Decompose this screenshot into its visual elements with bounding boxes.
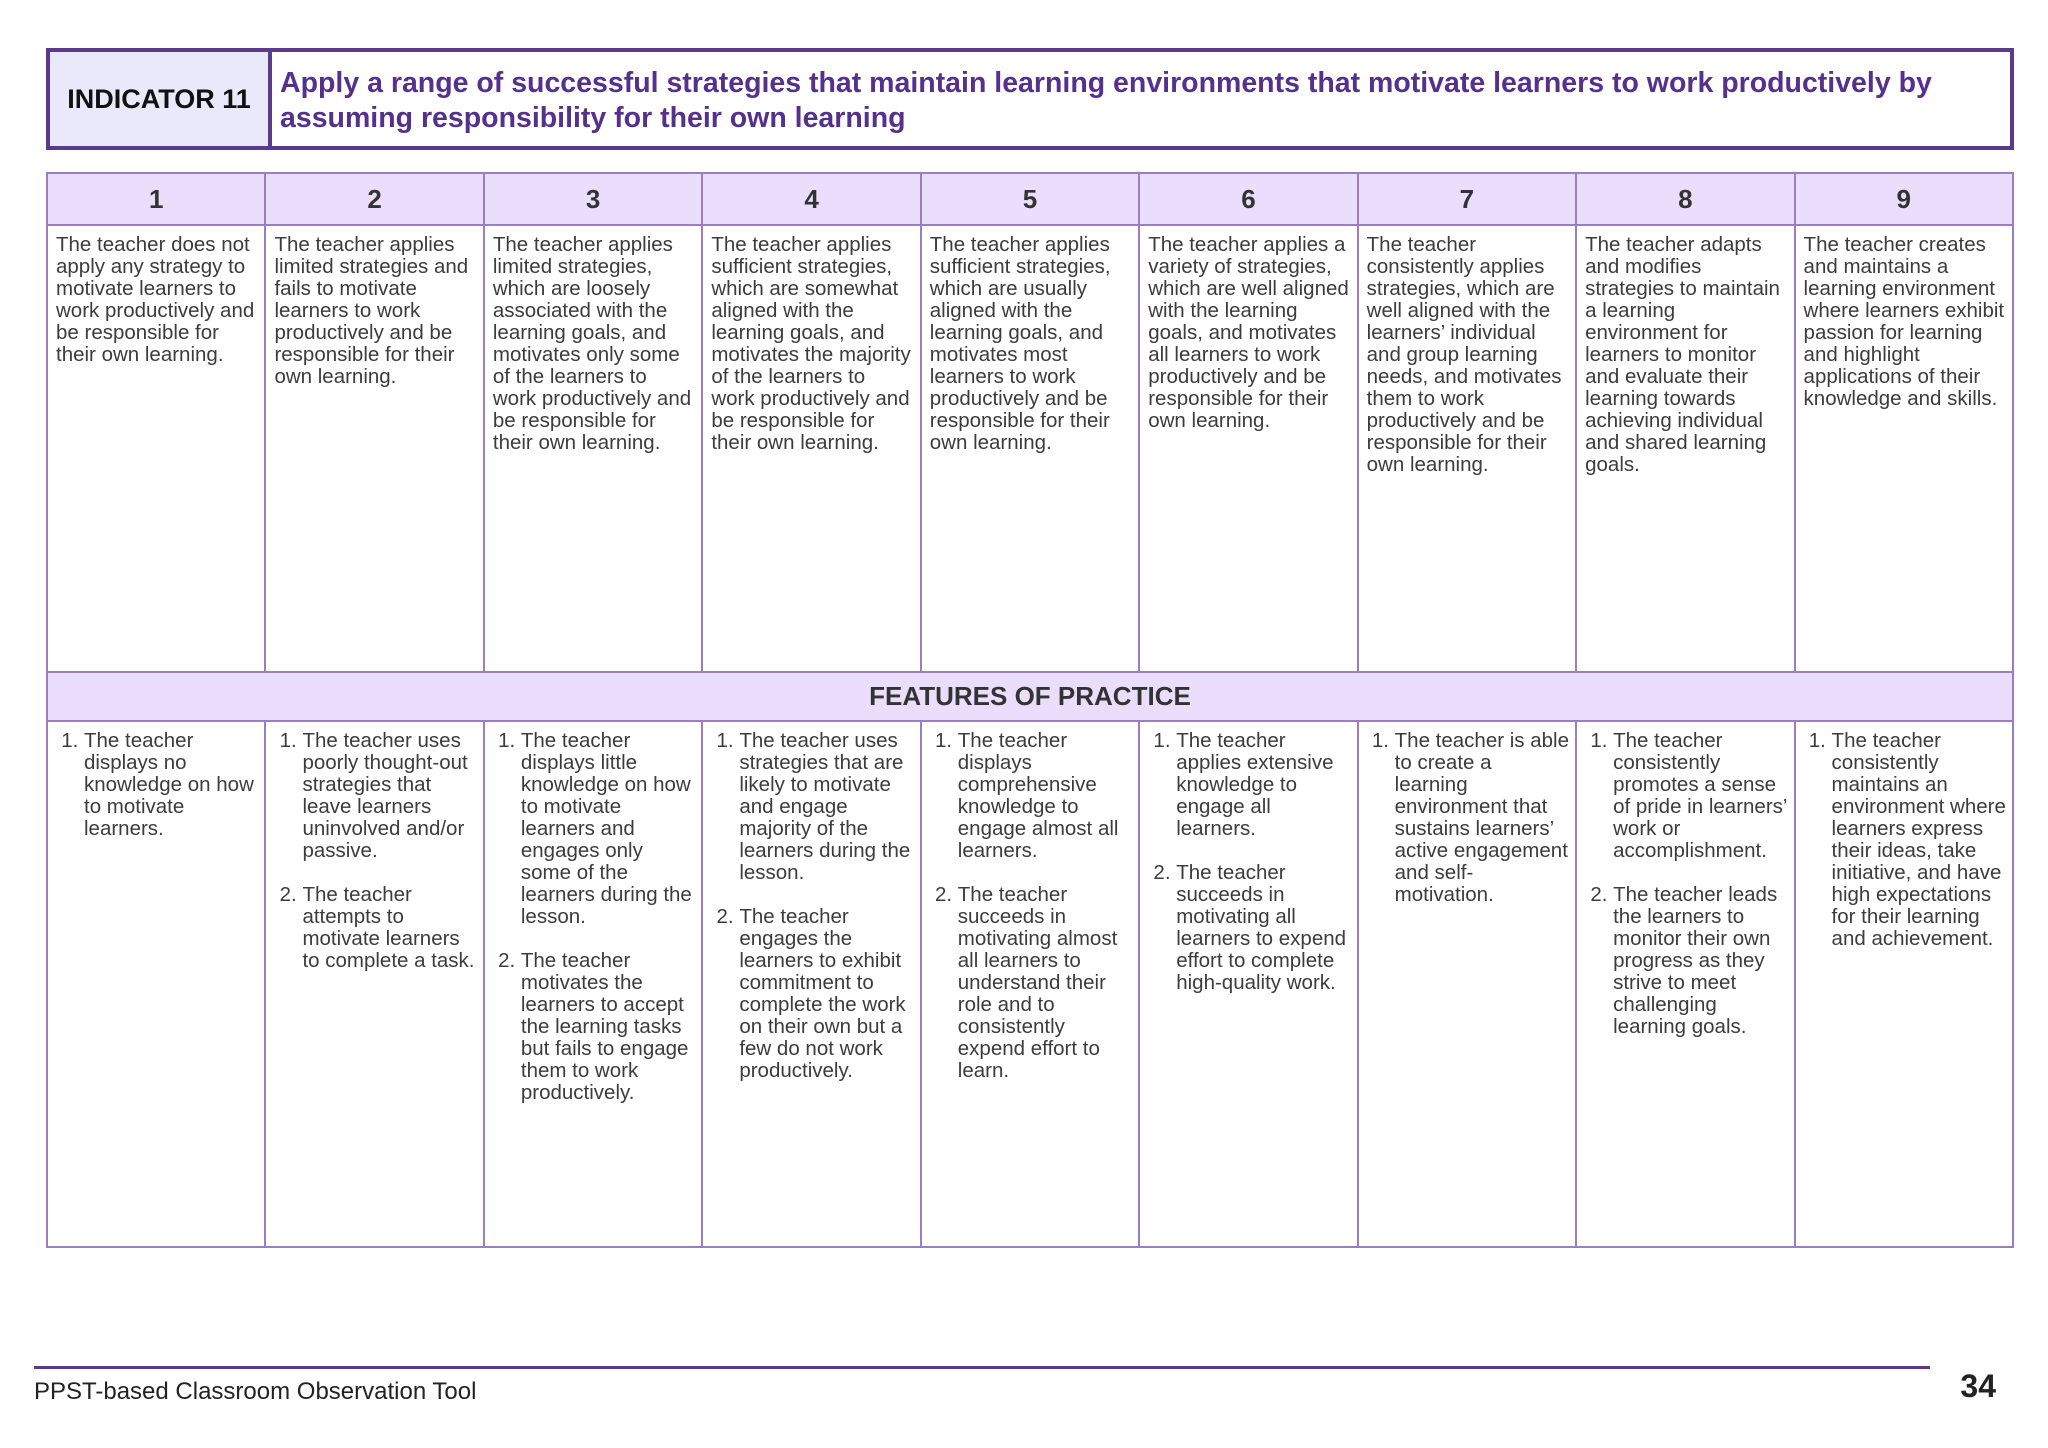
level-header-5: 5 [922, 174, 1140, 226]
feature-item: 1. The teacher consistently maintains an environment where learners express their ideas, take initiative, and have high expectations for their learning and achievement. [1832, 730, 2006, 950]
features-cell-6 [1140, 722, 1358, 1248]
level-header-3: 3 [485, 174, 703, 226]
page-number: 34 [1960, 1368, 1996, 1404]
feature-item: 2. The teacher succeeds in motivating all learners to expend effort to complete high-quality work. [1176, 862, 1350, 994]
feature-item: 1. The teacher displays little knowledge on how to motivate learners and engages only some of the learners during the lesson. [521, 730, 695, 928]
features-cell-5 [922, 722, 1140, 1248]
features-cell-2 [266, 722, 484, 1248]
footer-title: PPST-based Classroom Observation Tool [34, 1378, 477, 1405]
feature-item: 1. The teacher uses poorly thought-out strategies that leave learners uninvolved and/or passive. [302, 730, 476, 862]
level-header-4: 4 [703, 174, 921, 226]
level-descriptor-3: The teacher applies limited strategies, which are loosely associated with the learning goals, and motivates only some of the learners to work productively and be responsible for their own learning. [485, 226, 703, 673]
feature-item: 1. The teacher displays no knowledge on how to motivate learners. [84, 730, 258, 840]
indicator-label: INDICATOR 11 [50, 52, 272, 146]
level-header-9: 9 [1796, 174, 2014, 226]
feature-item: 1. The teacher applies extensive knowledge to engage all learners. [1176, 730, 1350, 840]
level-header-1: 1 [48, 174, 266, 226]
level-descriptor-2: The teacher applies limited strategies and fails to motivate learners to work productively and be responsible for their own learning. [266, 226, 484, 673]
feature-item: 1. The teacher consistently promotes a sense of pride in learners’ work or accomplishment. [1613, 730, 1787, 862]
feature-item: 1. The teacher is able to create a learning environment that sustains learners’ active engagement and self-motivation. [1395, 730, 1569, 906]
level-header-6: 6 [1140, 174, 1358, 226]
features-cell-4 [703, 722, 921, 1248]
indicator-header [46, 48, 2014, 150]
level-descriptor-5: The teacher applies sufficient strategies, which are usually aligned with the learning goals, and motivates most learners to work productively and be responsible for their own learning. [922, 226, 1140, 673]
indicator-statement: Apply a range of successful strategies that maintain learning environments that motivate learners to work productively by assuming responsibility for their own learning [280, 67, 1932, 134]
level-header-8: 8 [1577, 174, 1795, 226]
level-descriptor-7: The teacher consistently applies strategies, which are well aligned with the learners’ individual and group learning needs, and motivates them to work productively and be responsible for their own learning. [1359, 226, 1577, 673]
features-cell-8 [1577, 722, 1795, 1248]
feature-item: 2. The teacher motivates the learners to accept the learning tasks but fails to engage them to work productively. [521, 950, 695, 1104]
feature-item: 2. The teacher leads the learners to monitor their own progress as they strive to meet challenging learning goals. [1613, 884, 1787, 1038]
feature-item: 2. The teacher succeeds in motivating almost all learners to understand their role and to consistently expend effort to learn. [958, 884, 1132, 1082]
features-cell-3 [485, 722, 703, 1248]
level-descriptor-1: The teacher does not apply any strategy to motivate learners to work productively and be responsible for their own learning. [48, 226, 266, 673]
features-cell-9 [1796, 722, 2014, 1248]
features-of-practice-heading: FEATURES OF PRACTICE [48, 673, 2014, 722]
level-descriptor-9: The teacher creates and maintains a learning environment where learners exhibit passion for learning and highlight applications of their knowledge and skills. [1796, 226, 2014, 673]
feature-item: 1. The teacher displays comprehensive knowledge to engage almost all learners. [958, 730, 1132, 862]
features-cell-1 [48, 722, 266, 1248]
feature-item: 2. The teacher attempts to motivate learners to complete a task. [302, 884, 476, 972]
level-descriptor-8: The teacher adapts and modifies strategies to maintain a learning environment for learners to monitor and evaluate their learning towards achieving individual and shared learning goals. [1577, 226, 1795, 673]
rubric-table [46, 172, 2014, 1248]
feature-item: 1. The teacher uses strategies that are likely to motivate and engage majority of the learners during the lesson. [739, 730, 913, 884]
feature-item: 2. The teacher engages the learners to exhibit commitment to complete the work on their own but a few do not work productively. [739, 906, 913, 1082]
level-descriptor-6: The teacher applies a variety of strategies, which are well aligned with the learning goals, and motivates all learners to work productively and be responsible for their own learning. [1140, 226, 1358, 673]
features-cell-7 [1359, 722, 1577, 1248]
footer-divider [34, 1366, 1930, 1369]
level-header-7: 7 [1359, 174, 1577, 226]
level-descriptor-4: The teacher applies sufficient strategies, which are somewhat aligned with the learning goals, and motivates the majority of the learners to work productively and be responsible for their own learning. [703, 226, 921, 673]
level-header-2: 2 [266, 174, 484, 226]
